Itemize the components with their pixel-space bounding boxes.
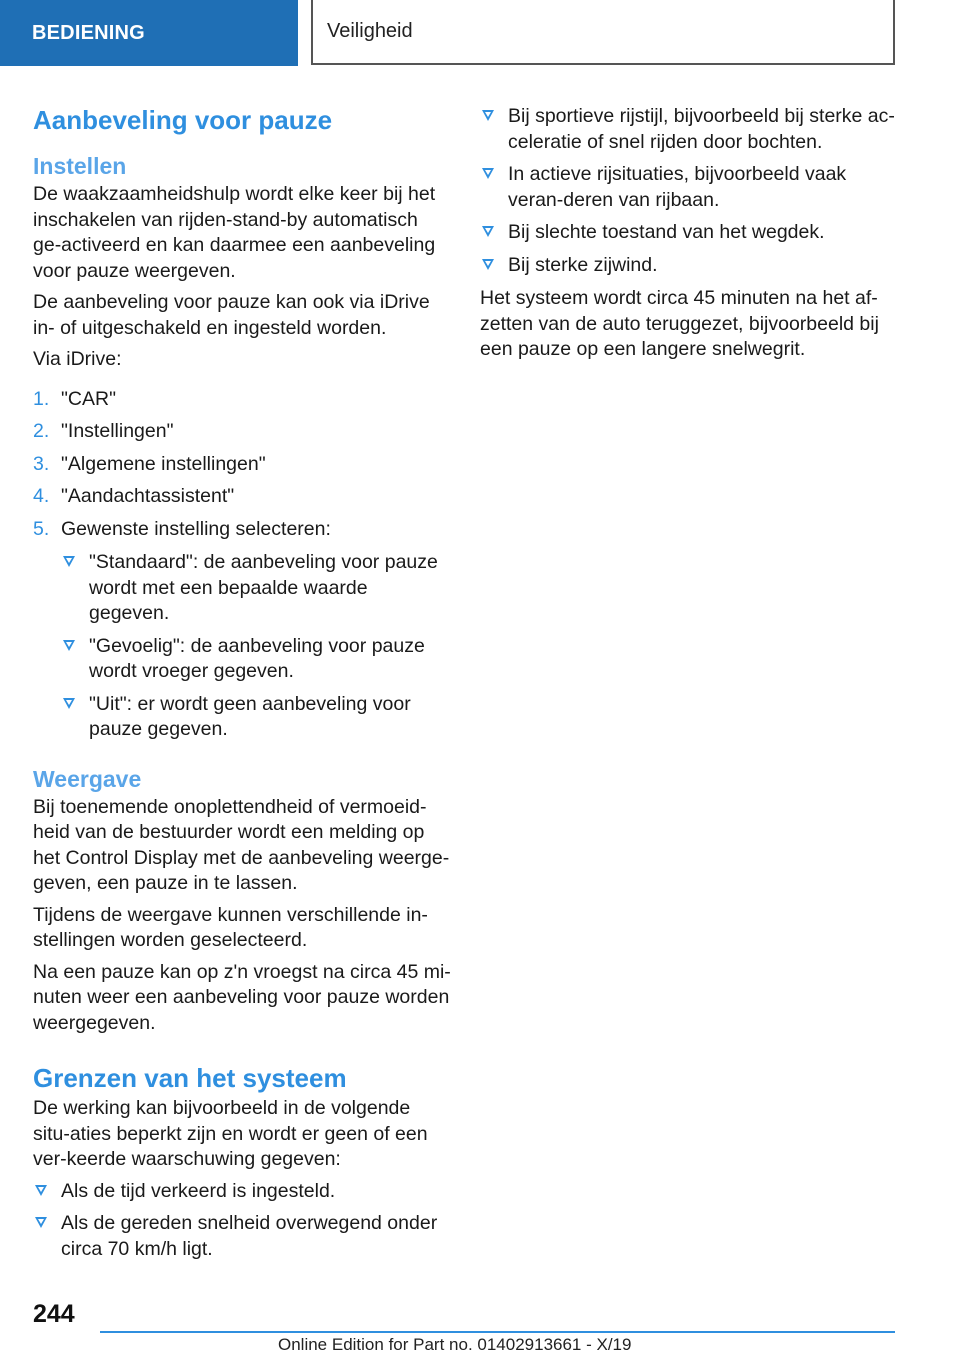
- footer-divider: [100, 1331, 895, 1333]
- paragraph: Het systeem wordt circa 45 minuten na het af-zetten van de auto teruggezet, bijvoorbeeld bij een pauze op een langere snelwegrit.: [480, 287, 879, 360]
- step-text: "Aandachtassistent": [61, 485, 235, 507]
- page-number: 244: [33, 1300, 75, 1328]
- chapter-tab: [0, 0, 298, 66]
- edition-text: Online Edition for Part no. 01402913661 - X/19: [278, 1335, 632, 1354]
- paragraph: Via iDrive:: [33, 348, 122, 370]
- right-column: [480, 100, 900, 369]
- heading-instellen: Instellen: [33, 153, 127, 179]
- triangle-bullet-icon: [63, 698, 75, 709]
- paragraph: De waakzaamheidshulp wordt elke keer bij het inschakelen van rijden-stand-by automatisch ge-activeerd en kan daarmee een aanbeveling voor pauze weergeven.: [33, 183, 436, 282]
- step-text: Gewenste instelling selecteren:: [61, 517, 331, 540]
- heading-grenzen: Grenzen van het systeem: [33, 1063, 347, 1093]
- step-text: "Algemene instellingen": [61, 452, 266, 475]
- page-title: Aanbeveling voor pauze: [33, 105, 333, 135]
- list-item: [33, 517, 451, 743]
- list-item: Als de gereden snelheid overwegend onder circa 70 km/h ligt.: [33, 1211, 451, 1262]
- idrive-steps: [33, 387, 451, 743]
- list-item: [33, 387, 451, 413]
- paragraph: De werking kan bijvoorbeeld in de volgende situ-aties beperkt zijn en wordt er geen of een ver-keerde waarschuwing gegeven:: [33, 1097, 428, 1170]
- triangle-bullet-icon: [35, 1185, 47, 1196]
- paragraph: Tijdens de weergave kunnen verschillende in-stellingen worden geselecteerd.: [33, 903, 428, 951]
- step-number: 4.: [33, 485, 50, 507]
- paragraph: Bij toenemende onoplettendheid of vermoeid-heid van de bestuurder wordt een melding op het Control Display met de aanbeveling weerge-geven, een pauze in te lassen.: [33, 795, 450, 894]
- list-item: In actieve rijsituaties, bijvoorbeeld vaak veran-deren van rijbaan.: [480, 162, 900, 213]
- chapter-label: BEDIENING: [32, 21, 145, 44]
- triangle-bullet-icon: [63, 556, 75, 567]
- list-item: [33, 419, 451, 445]
- step-number: 1.: [33, 387, 50, 410]
- list-item: [33, 452, 451, 478]
- triangle-bullet-icon: [482, 110, 494, 121]
- step-text: "Instellingen": [61, 420, 174, 442]
- list-item: "Standaard": de aanbeveling voor pauze wordt met een bepaalde waarde gegeven.: [61, 550, 451, 627]
- left-column: [33, 100, 451, 1270]
- heading-weergave: Weergave: [33, 765, 142, 792]
- section-label: Veiligheid: [327, 20, 413, 42]
- step-number: 5.: [33, 517, 50, 540]
- triangle-bullet-icon: [35, 1217, 47, 1228]
- step-number: 2.: [33, 420, 50, 442]
- step-number: 3.: [33, 452, 50, 475]
- step-text: "CAR": [61, 387, 117, 410]
- triangle-bullet-icon: [482, 259, 494, 270]
- paragraph: De aanbeveling voor pauze kan ook via iDrive in- of uitgeschakeld en ingesteld worden.: [33, 291, 430, 339]
- list-item: "Gevoelig": de aanbeveling voor pauze wordt vroeger gegeven.: [61, 634, 451, 685]
- list-item: Als de tijd verkeerd is ingesteld.: [33, 1179, 451, 1205]
- triangle-bullet-icon: [482, 168, 494, 179]
- section-header: [311, 0, 895, 65]
- triangle-bullet-icon: [482, 226, 494, 237]
- list-item: Bij slechte toestand van het wegdek.: [480, 220, 900, 246]
- limit-list-continued: [480, 104, 900, 278]
- list-item: Bij sterke zijwind.: [480, 253, 900, 279]
- triangle-bullet-icon: [63, 640, 75, 651]
- option-list: [61, 550, 451, 743]
- paragraph: Na een pauze kan op z'n vroegst na circa 45 mi-nuten weer een aanbeveling voor pauze worden weergegeven.: [33, 960, 451, 1034]
- list-item: "Uit": er wordt geen aanbeveling voor pauze gegeven.: [61, 692, 451, 743]
- limit-list: [33, 1179, 451, 1263]
- list-item: Bij sportieve rijstijl, bijvoorbeeld bij sterke ac-celeratie of snel rijden door bochten.: [480, 104, 900, 155]
- list-item: [33, 484, 451, 510]
